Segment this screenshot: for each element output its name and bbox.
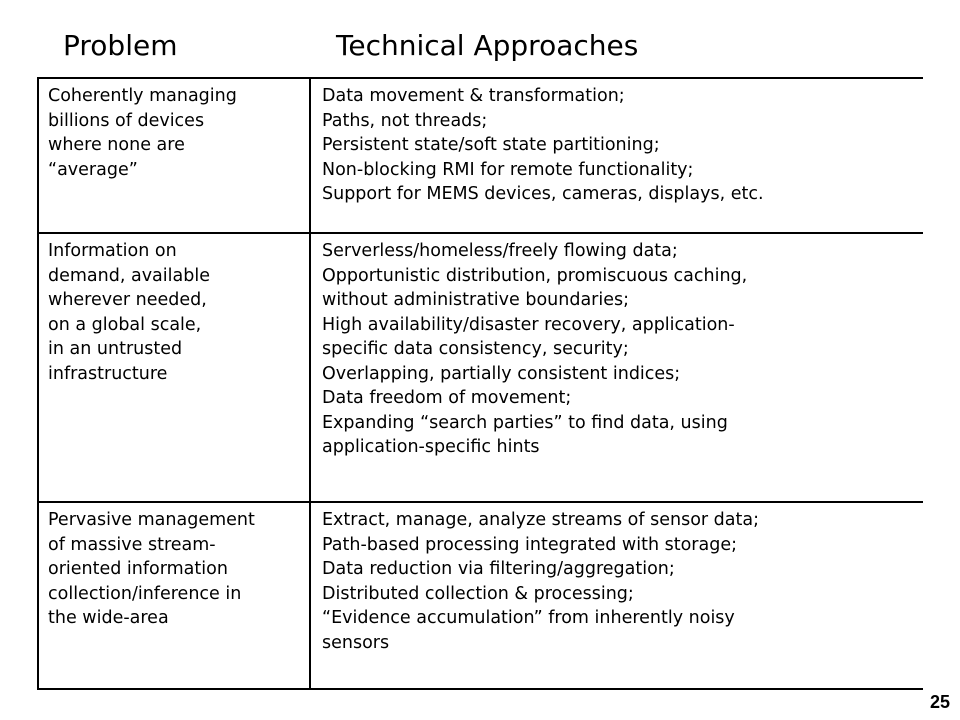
table-row [39,234,923,503]
approach-cell [322,508,759,655]
problem-line: infrastructure [48,363,168,384]
header-technical-approaches: Technical Approaches [336,29,639,62]
problem-line: billions of devices [48,110,205,131]
problem-cell [48,84,237,182]
approach-line: without administrative boundaries; [322,290,630,310]
approach-cell [322,84,764,207]
problem-line: Pervasive management [48,510,255,530]
approach-line: Overlapping, partially consistent indices; [322,363,681,384]
approach-line: Serverless/homeless/freely flowing data; [322,241,678,261]
approach-line: Data movement & transformation; [322,86,625,106]
approach-line: Persistent state/soft state partitioning; [322,135,660,155]
problem-line: “average” [48,159,138,180]
problem-line: wherever needed, [48,290,207,310]
approach-line: Data reduction via filtering/aggregation; [322,559,675,579]
approach-line: specific data consistency, security; [322,339,629,359]
approach-line: Support for MEMS devices, cameras, displays, etc. [322,184,764,204]
problem-line: oriented information [48,559,228,579]
approach-line: Paths, not threads; [322,110,488,131]
problem-line: Information on [48,241,177,261]
problem-line: where none are [48,135,185,155]
problem-line: in an untrusted [48,339,183,359]
approach-line: High availability/disaster recovery, application- [322,314,735,335]
table-row [39,503,923,688]
table-row [39,79,923,234]
approach-line: Opportunistic distribution, promiscuous caching, [322,265,748,286]
approach-line: Path-based processing integrated with storage; [322,534,737,555]
approach-line: Non-blocking RMI for remote functionality; [322,159,694,180]
problem-cell [48,508,255,631]
approach-line: sensors [322,632,390,653]
approach-line: “Evidence accumulation” from inherently noisy [322,608,735,628]
problem-line: of massive stream- [48,534,216,555]
approach-line: Extract, manage, analyze streams of sensor data; [322,510,759,530]
problem-line: collection/inference in [48,583,242,604]
approach-line: Distributed collection & processing; [322,583,634,604]
approach-cell [322,239,747,460]
approach-line: Expanding “search parties” to find data, using [322,412,728,433]
header-problem: Problem [63,29,178,62]
problem-cell [48,239,210,386]
approach-line: application-specific hints [322,437,540,457]
problem-line: the wide-area [48,608,169,628]
page-number: 25 [929,692,950,712]
problem-approach-table [37,77,923,690]
problem-line: Coherently managing [48,86,237,106]
problem-line: demand, available [48,265,210,286]
problem-line: on a global scale, [48,314,202,335]
approach-line: Data freedom of movement; [322,388,572,408]
